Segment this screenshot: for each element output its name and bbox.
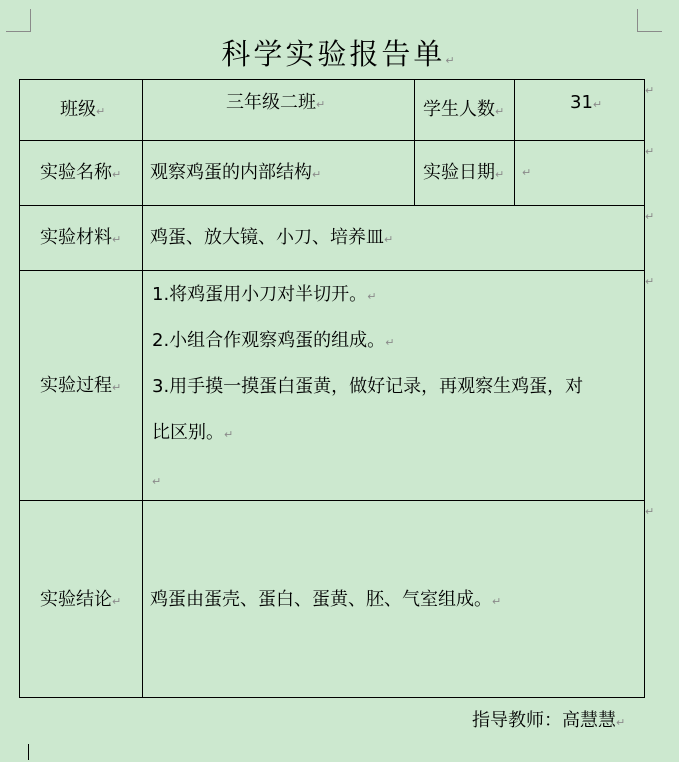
paragraph-mark-icon: ↵ <box>367 290 377 303</box>
table-border-left <box>19 79 20 698</box>
empty-paragraph[interactable] <box>152 468 161 494</box>
paragraph-mark-icon: ↵ <box>385 336 395 349</box>
paragraph-mark-icon: ↵ <box>495 105 505 118</box>
row-end-mark-icon: ↵ <box>645 210 655 223</box>
paragraph-mark-icon: ↵ <box>316 98 326 111</box>
row-end-mark-icon: ↵ <box>645 84 655 97</box>
paragraph-mark-icon: ↵ <box>312 168 322 181</box>
page-margin-corner-top-left <box>6 9 31 32</box>
row-divider <box>19 205 645 206</box>
class-value: 三年级二班 <box>226 92 316 113</box>
experiment-name-value: 观察鸡蛋的内部结构 <box>150 162 312 183</box>
process-step[interactable]: 3.用手摸一摸蛋白蛋黄，做好记录，再观察生鸡蛋，对 <box>152 376 584 397</box>
experiment-name-label: 实验名称 <box>40 162 112 183</box>
row-divider <box>19 140 645 141</box>
row-end-mark-icon: ↵ <box>645 275 655 288</box>
paragraph-mark-icon: ↵ <box>96 105 106 118</box>
paragraph-mark-icon: ↵ <box>384 233 394 246</box>
row-divider <box>19 270 645 271</box>
paragraph-mark-icon: ↵ <box>112 595 122 608</box>
conclusion-value-cell[interactable] <box>150 588 501 614</box>
conclusion-label: 实验结论 <box>40 589 112 610</box>
table-border-right <box>644 79 645 698</box>
experiment-name-value-cell[interactable] <box>150 161 321 187</box>
column-divider <box>142 79 143 698</box>
students-value: 31 <box>570 92 593 113</box>
teacher-signature-line[interactable] <box>472 709 625 735</box>
text-cursor <box>28 744 29 760</box>
materials-label: 实验材料 <box>40 227 112 248</box>
paragraph-mark-icon: ↵ <box>616 716 626 729</box>
process-step[interactable]: 1.将鸡蛋用小刀对半切开。↵ <box>152 284 377 305</box>
students-label: 学生人数 <box>423 99 495 120</box>
paragraph-mark-icon: ↵ <box>224 428 234 441</box>
experiment-date-label: 实验日期 <box>423 162 495 183</box>
materials-label-cell[interactable] <box>40 226 121 252</box>
experiment-date-value-cell[interactable] <box>522 159 531 185</box>
class-label: 班级 <box>60 99 96 120</box>
paragraph-mark-icon: ↵ <box>592 98 603 111</box>
process-step[interactable]: 比区别。↵ <box>152 422 234 443</box>
table-border-bottom <box>19 697 645 698</box>
experiment-date-label-cell[interactable] <box>423 161 504 187</box>
document-title[interactable] <box>0 34 679 81</box>
paragraph-mark-icon: ↵ <box>112 233 122 246</box>
class-value-cell[interactable] <box>226 91 325 117</box>
students-label-cell[interactable] <box>423 98 504 124</box>
teacher-name: 高慧慧 <box>562 710 616 731</box>
paragraph-mark-icon: ↵ <box>112 168 122 181</box>
process-label: 实验过程 <box>40 375 112 396</box>
paragraph-mark-icon: ↵ <box>492 595 502 608</box>
experiment-name-label-cell[interactable] <box>40 161 121 187</box>
paragraph-mark-icon: ↵ <box>112 381 122 394</box>
teacher-label: 指导教师： <box>472 710 562 731</box>
class-label-cell[interactable] <box>60 98 105 124</box>
column-divider <box>414 79 415 206</box>
conclusion-value: 鸡蛋由蛋壳、蛋白、蛋黄、胚、气室组成。 <box>150 589 492 610</box>
paragraph-mark-icon: ↵ <box>495 168 505 181</box>
table-border-top <box>19 79 645 80</box>
title-text: 科学实验报告单 <box>221 37 446 71</box>
conclusion-label-cell[interactable] <box>40 588 121 614</box>
column-divider <box>514 79 515 206</box>
materials-value-cell[interactable] <box>150 226 393 252</box>
materials-value: 鸡蛋、放大镜、小刀、培养皿 <box>150 227 384 248</box>
row-end-mark-icon: ↵ <box>645 505 655 518</box>
process-label-cell[interactable] <box>40 374 121 400</box>
paragraph-mark-icon: ↵ <box>152 475 162 488</box>
paragraph-mark-icon: ↵ <box>522 166 532 179</box>
process-step[interactable]: 2.小组合作观察鸡蛋的组成。↵ <box>152 330 395 351</box>
students-value-cell[interactable] <box>570 91 602 117</box>
row-end-mark-icon: ↵ <box>645 145 655 158</box>
paragraph-mark-icon: ↵ <box>445 54 458 67</box>
row-divider <box>19 500 645 501</box>
page-margin-corner-top-right <box>637 9 662 32</box>
